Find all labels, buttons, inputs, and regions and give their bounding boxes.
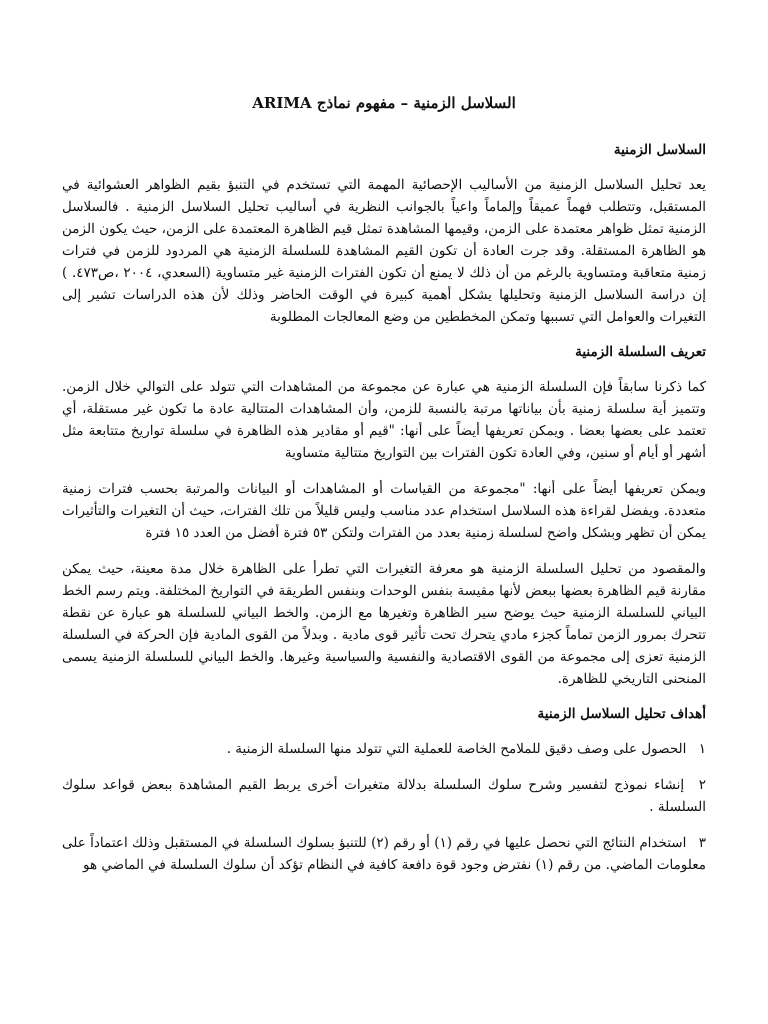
objective-item-1 xyxy=(62,738,706,760)
paragraph-definition-3: والمقصود من تحليل السلسلة الزمنية هو معرفة التغيرات التي تطرأ على الظاهرة خلال مدة معينة، حيث يمكن مقارنة قيم الظاهرة بعضها ببعض لأنها مقيسة بنفس الوحدات وبنفس الطريقة في التواريخ المختلفة. ويتم رسم الخط البياني للسلسلة الزمنية حيث يوضح سير الظاهرة وتغيرها مع الزمن. والخط البياني للسلسلة هو عبارة عن نقطة تتحرك بمرور الزمن تماماً كجزء مادي يتحرك تحت تأثير قوى مادية . وبدلاً من القوى المادية فإن الحركة في السلسلة الزمنية تعزى إلى مجموعة من القوى الاقتصادية والنفسية والسياسية وغيرها. والخط البياني للسلسلة الزمنية يسمى المنحنى التاريخي للظاهرة. xyxy=(62,561,706,687)
objective-number: ٢ xyxy=(698,777,706,793)
document-title-arabic: السلاسل الزمنية – مفهوم نماذج xyxy=(316,94,516,112)
paragraph-time-series-intro: يعد تحليل السلاسل الزمنية من الأساليب الإحصائية المهمة التي تستخدم في التنبؤ بقيم الظواهر العشوائية في المستقبل، وتتطلب فهماً عميقاً وإلماماً واعياً بالجوانب النظرية في أساليب تحليل السلاسل الزمنية . فالسلاسل الزمنية تمثل ظواهر معتمدة على الزمن، وقيمها المشاهدة تمثل قيم الظاهرة المعتمدة على الزمن، حيث يكون الزمن هو الظاهرة المستقلة. وقد جرت العادة أن تكون القيم المشاهدة للسلسلة الزمنية هي المردود للزمن في فترات زمنية متعاقبة ومتساوية بالرغم من أن ذلك لا يمنع أن تكون الفترات الزمنية غير متساوية (السعدي، ٢٠٠٤ ،ص٤٧٣. ) إن دراسة السلاسل الزمنية وتحليلها يشكل أهمية كبيرة في الوقت الحاضر وذلك لأن هذه الدراسات تشير إلى التغيرات والعوامل التي تسببها وتمكن المخططين من وضع المعالجات المطلوبة xyxy=(62,177,706,325)
section-heading-objectives: أهداف تحليل السلاسل الزمنية xyxy=(537,706,706,722)
paragraph-definition-1: كما ذكرنا سابقاً فإن السلسلة الزمنية هي عبارة عن مجموعة من المشاهدات التي تتولد على التوالي خلال الزمن. وتتميز أية سلسلة زمنية بأن بياناتها مرتبة بالنسبة للزمن، وأن المشاهدات المتتالية عادة ما تكون غير مستقلة، أي تعتمد على بعضها بعضا . ويمكن تعريفها أيضاً على أنها: "قيم أو مقادير هذه الظاهرة في سلسلة تواريخ متتابعة مثل أشهر أو أيام أو سنين، وفي العادة تكون الفترات بين التواريخ متتالية متساوية xyxy=(62,379,706,461)
section-heading-definition: تعريف السلسلة الزمنية xyxy=(575,344,706,360)
objective-text: استخدام النتائج التي نحصل عليها في رقم (١) أو رقم (٢) للتنبؤ بسلوك السلسلة في المستقبل وذلك اعتماداً على معلومات الماضي. من رقم (١) نفترض وجود قوة دافعة كافية في النظام تؤكد أن سلوك السلسلة في الماضي هو xyxy=(62,835,706,873)
objective-item-3 xyxy=(62,832,706,876)
section-heading-time-series: السلاسل الزمنية xyxy=(613,142,706,158)
objective-item-2 xyxy=(62,774,706,818)
paragraph-definition-2: ويمكن تعريفها أيضاً على أنها: "مجموعة من القياسات أو المشاهدات أو البيانات والمرتبة بحسب فترات زمنية متعددة. ويفضل لقراءة هذه السلاسل استخدام عدد مناسب وليس قليلاً من تلك الفترات، حيث أن التغيرات والتأثيرات يمكن أن تظهر وبشكل واضح لسلسلة زمنية بعدد من الفترات ولتكن ٥٣ فترة أفضل من العدد ١٥ فترة xyxy=(62,481,706,541)
objective-number: ١ xyxy=(698,741,706,757)
objective-number: ٣ xyxy=(698,835,706,851)
objective-text: الحصول على وصف دقيق للملامح الخاصة للعملية التي تتولد منها السلسلة الزمنية . xyxy=(226,741,687,757)
objective-text: إنشاء نموذج لتفسير وشرح سلوك السلسلة بدلالة متغيرات أخرى يربط القيم المشاهدة ببعض قواعد سلوك السلسلة . xyxy=(62,777,706,815)
document-title xyxy=(62,92,706,114)
objectives-list xyxy=(62,738,706,876)
document-title-latin: ARIMA xyxy=(252,94,312,112)
